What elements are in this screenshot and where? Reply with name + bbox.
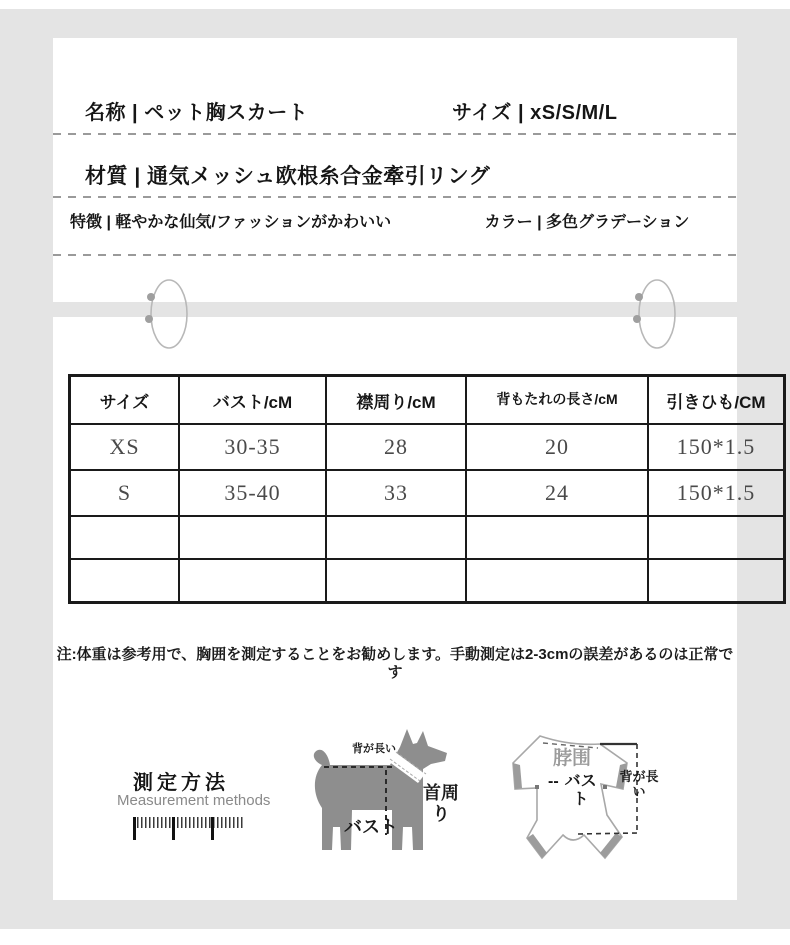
dog-neck-label: 首周り <box>423 783 459 824</box>
col-collar: 襟周り/cM <box>326 376 466 425</box>
top-white-strip <box>0 0 790 9</box>
cell <box>648 559 785 603</box>
cell <box>466 559 648 603</box>
measurement-method-title: 測定方法 <box>133 772 229 794</box>
table-row-empty <box>70 516 785 559</box>
cell <box>70 516 180 559</box>
measurement-note: 注:体重は参考用で、胸囲を測定することをお勧めします。手動測定は2-3cmの誤差があるのは正常です <box>56 646 734 681</box>
bottom-white-strip <box>0 929 790 945</box>
col-back-length: 背もたれの長さ/cM <box>466 376 648 425</box>
table-row-s <box>70 470 785 516</box>
cell: S <box>70 470 180 516</box>
cell <box>70 559 180 603</box>
garment-bust-label: バスト <box>564 773 597 809</box>
cell: 30-35 <box>179 424 326 470</box>
cell <box>648 516 785 559</box>
measurement-method-subtitle: Measurement methods <box>117 792 271 809</box>
cell: XS <box>70 424 180 470</box>
product-size-text: サイズ | xS/S/M/L <box>452 102 618 124</box>
size-table-header-row <box>70 376 785 425</box>
product-feature-text: 特徴 | 軽やかな仙気/ファッションがかわいい <box>70 214 392 231</box>
cell: 24 <box>466 470 648 516</box>
product-color-text: カラー | 多色グラデーション <box>484 214 690 231</box>
table-row-empty <box>70 559 785 603</box>
divider-dashed-3 <box>53 254 737 256</box>
cell <box>179 516 326 559</box>
cell <box>326 559 466 603</box>
col-bust: バスト/cM <box>179 376 326 425</box>
cell <box>326 516 466 559</box>
garment-bust-dashes: -- <box>548 773 559 790</box>
binder-ring-right <box>630 278 678 352</box>
garment-back-length-label: 背が長い <box>619 769 659 799</box>
cell: 35-40 <box>179 470 326 516</box>
dog-back-length-label: 背が長い <box>352 743 396 755</box>
binder-ring-left <box>142 278 190 352</box>
cell: 150*1.5 <box>648 470 785 516</box>
cell: 150*1.5 <box>648 424 785 470</box>
ruler-icon <box>133 817 245 840</box>
cell <box>179 559 326 603</box>
cell: 33 <box>326 470 466 516</box>
col-size: サイズ <box>70 376 180 425</box>
cell: 20 <box>466 424 648 470</box>
size-table <box>68 374 786 604</box>
garment-bust-label-group <box>548 773 599 810</box>
cell <box>466 516 648 559</box>
divider-dashed-2 <box>53 196 737 198</box>
table-row-xs <box>70 424 785 470</box>
col-leash: 引きひも/CM <box>648 376 785 425</box>
garment-neck-label: 脖围 <box>552 748 591 769</box>
cell: 28 <box>326 424 466 470</box>
product-name-text: 名称 | ペット胸スカート <box>85 102 309 124</box>
divider-dashed-1 <box>53 133 737 135</box>
dog-bust-label: バスト <box>344 817 398 837</box>
product-material-text: 材質 | 通気メッシュ欧根糸合金牽引リング <box>85 165 491 188</box>
